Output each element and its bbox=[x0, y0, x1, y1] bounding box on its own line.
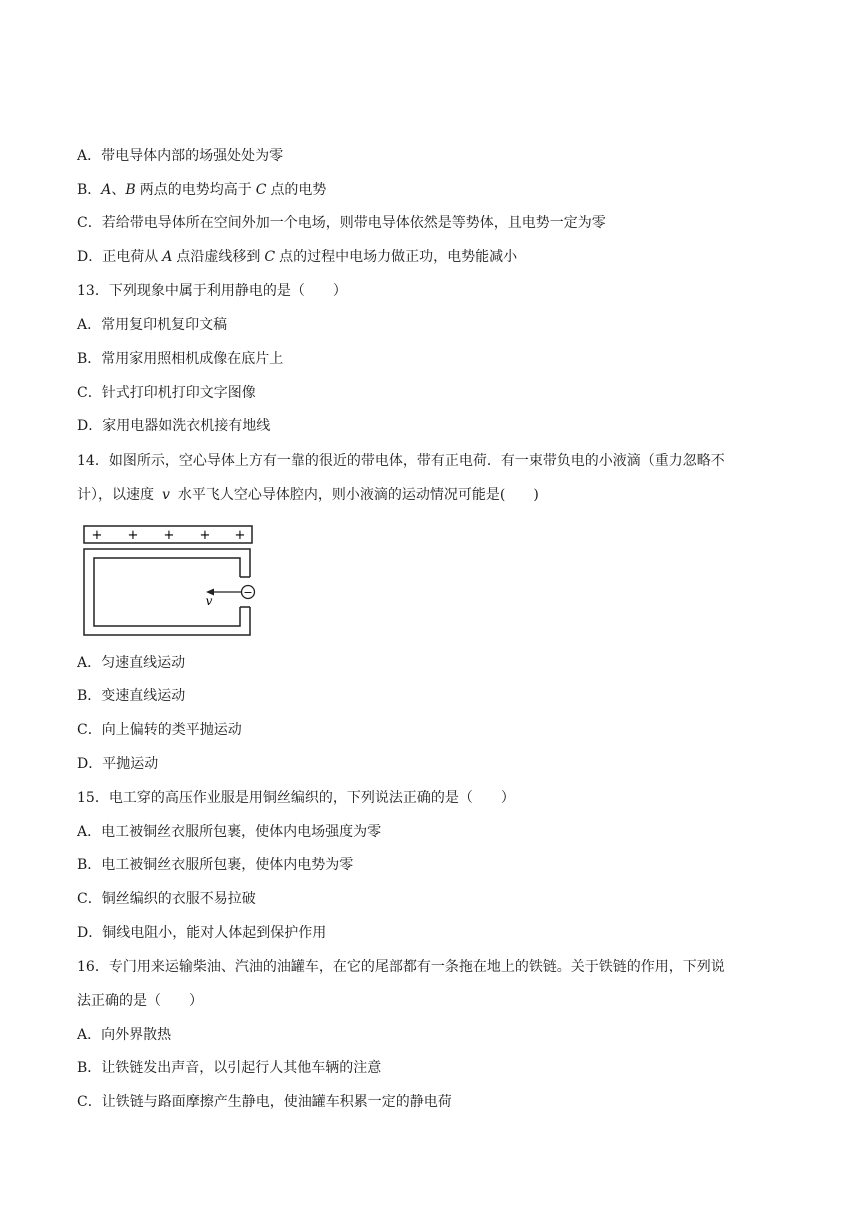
q13-stem: 13．下列现象中属于利用静电的是（ ） bbox=[77, 283, 347, 299]
q14-option-a: A．匀速直线运动 bbox=[77, 655, 186, 671]
q14-stem-line2-b: 水平飞人空心导体腔内，则小液滴的运动情况可能是( ) bbox=[177, 487, 539, 503]
q14-figure bbox=[82, 525, 257, 637]
q15-option-c: C．铜丝编织的衣服不易拉破 bbox=[77, 891, 256, 907]
q12-option-a: A．带电导体内部的场强处处为零 bbox=[77, 148, 284, 164]
q12-option-b-point-a: A bbox=[101, 182, 112, 198]
q14-stem-line2-a: 计），以速度 bbox=[77, 487, 154, 503]
q12-option-d-point-c: C bbox=[264, 249, 276, 265]
q13-option-c: C．针式打印机打印文字图像 bbox=[77, 385, 256, 401]
plus-sign: + bbox=[91, 528, 103, 543]
q13-option-b: B．常用家用照相机成像在底片上 bbox=[77, 351, 284, 367]
q12-option-b-end: 点的电势 bbox=[270, 182, 327, 198]
q15-option-b: B．电工被铜丝衣服所包裹，使体内电势为零 bbox=[77, 857, 354, 873]
q16-option-c: C．让铁链与路面摩擦产生静电，使油罐车积累一定的静电荷 bbox=[77, 1094, 452, 1110]
q12-option-d bbox=[77, 247, 517, 267]
q12-option-d-prefix: D．正电荷从 bbox=[77, 249, 159, 265]
q14-option-d: D．平抛运动 bbox=[77, 756, 159, 772]
q16-option-b: B．让铁链发出声音，以引起行人其他车辆的注意 bbox=[77, 1060, 382, 1076]
q15-stem: 15．电工穿的高压作业服是用铜丝编织的，下列说法正确的是（ ） bbox=[77, 790, 515, 806]
q13-option-d: D．家用电器如洗衣机接有地线 bbox=[77, 418, 271, 434]
q14-option-c: C．向上偏转的类平抛运动 bbox=[77, 722, 242, 738]
q12-option-d-end: 点的过程中电场力做正功，电势能减小 bbox=[279, 249, 518, 265]
q14-stem-line2 bbox=[77, 485, 539, 505]
plus-sign: + bbox=[199, 528, 211, 543]
plus-sign: + bbox=[234, 528, 246, 543]
q14-stem-line1: 14．如图所示，空心导体上方有一靠的很近的带电体，带有正电荷．有一束带负电的小液滴（重力忽略不 bbox=[77, 453, 725, 469]
q14-velocity-symbol: v bbox=[162, 487, 170, 503]
q16-stem-line2: 法正确的是（ ） bbox=[77, 993, 203, 1009]
q12-option-b-prefix: B． bbox=[77, 182, 102, 198]
negative-sign: − bbox=[243, 586, 253, 599]
q12-option-b-point-b: B bbox=[125, 182, 136, 198]
plus-sign: + bbox=[163, 528, 175, 543]
q13-option-a: A．常用复印机复印文稿 bbox=[77, 317, 228, 333]
q12-option-d-point-a: A bbox=[162, 249, 173, 265]
q16-option-a: A．向外界散热 bbox=[77, 1027, 172, 1043]
q12-option-b bbox=[77, 180, 326, 200]
q16-stem-line1: 16．专门用来运输柴油、汽油的油罐车，在它的尾部都有一条拖在地上的铁链。关于铁链的作用，下列说 bbox=[77, 959, 725, 975]
q12-option-b-point-c: C bbox=[255, 182, 267, 198]
q12-option-b-separator: 、 bbox=[111, 182, 126, 198]
q12-option-c: C．若给带电导体所在空间外加一个电场，则带电导体依然是等势体，且电势一定为零 bbox=[77, 215, 606, 231]
q15-option-a: A．电工被铜丝衣服所包裹，使体内电场强度为零 bbox=[77, 824, 382, 840]
q12-option-d-middle: 点沿虚线移到 bbox=[176, 249, 261, 265]
q15-option-d: D．铜线电阻小，能对人体起到保护作用 bbox=[77, 925, 327, 941]
q14-option-b: B．变速直线运动 bbox=[77, 688, 186, 704]
plus-sign: + bbox=[127, 528, 139, 543]
q12-option-b-middle: 两点的电势均高于 bbox=[139, 182, 252, 198]
velocity-label: v bbox=[205, 594, 213, 608]
